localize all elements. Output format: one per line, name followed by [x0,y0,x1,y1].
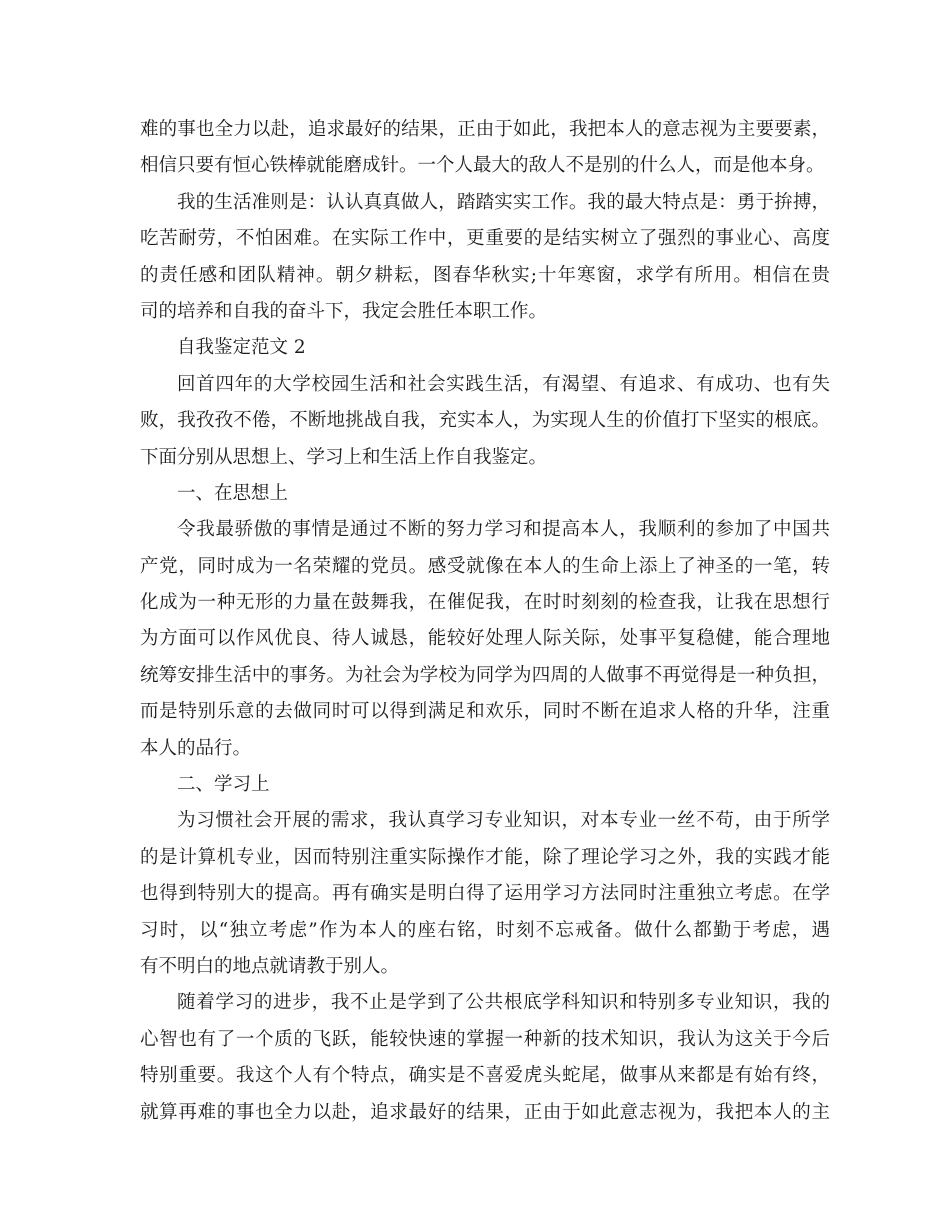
text-line: 下面分别从思想上、学习上和生活上作自我鉴定。 [140,446,548,468]
section-heading-thought: 一、在思想上 [177,482,289,504]
document-body [140,112,830,1131]
text-line: 为方面可以作风优良、待人诚恳，能较好处理人际关际，处事平复稳健，能合理地 [140,628,830,650]
text-line: 难的事也全力以赴，追求最好的结果，正由于如此，我把本人的意志视为主要要素， [140,119,830,140]
text-line: 而是特别乐意的去做同时可以得到满足和欢乐，同时不断在追求人格的升华，注重 [140,701,830,723]
text-line: 化成为一种无形的力量在鼓舞我，在催促我，在时时刻刻的检查我，让我在思想行 [140,592,830,614]
text-line: 习时，以“独立考虑”作为本人的座右铭，时刻不忘戒备。做什么都勤于考虑，遇 [140,919,830,941]
text-line: 败，我孜孜不倦，不断地挑战自我，充实本人，为实现人生的价值打下坚实的根底。 [140,410,830,432]
text-line: 相信只要有恒心铁棒就能磨成针。一个人最大的敌人不是别的什么人，而是他本身。 [140,155,825,177]
text-line: 特别重要。我这个人有个特点，确实是不喜爱虎头蛇尾，做事从来都是有始有终， [140,1065,830,1087]
text-line: 有不明白的地点就请教于别人。 [140,955,400,977]
text-line: 本人的品行。 [140,737,252,759]
text-line: 吃苦耐劳，不怕困难。在实际工作中，更重要的是结实树立了强烈的事业心、高度 [140,228,830,250]
paragraph-start-line: 随着学习的进步，我不止是学到了公共根底学科知识和特别多专业知识，我的 [177,992,830,1014]
text-line: 就算再难的事也全力以赴，追求最好的结果，正由于如此意志视为，我把本人的主 [140,1101,830,1123]
text-line: 也得到特别大的提高。再有确实是明白得了运用学习方法同时注重独立考虑。在学 [140,883,830,905]
text-line: 司的培养和自我的奋斗下，我定会胜任本职工作。 [140,300,548,322]
paragraph-start-line: 回首四年的大学校园生活和社会实践生活，有渴望、有追求、有成功、也有失 [177,373,830,395]
text-line: 心智也有了一个质的飞跃，能较快速的掌握一种新的技术知识，我认为这关于今后 [140,1028,830,1050]
text-line: 的是计算机专业，因而特别注重实际操作才能，除了理论学习之外，我的实践才能 [140,846,830,868]
text-line: 产党，同时成为一名荣耀的党员。感受就像在本人的生命上添上了神圣的一笔，转 [140,555,830,577]
text-line: 统筹安排生活中的事务。为社会为学校为同学为四周的人做事不再觉得是一种负担， [140,664,830,686]
section-title: 自我鉴定范文 2 [177,337,306,359]
text-line: 的责任感和团队精神。朝夕耕耘，图春华秋实;十年寒窗，求学有所用。相信在贵 [140,264,830,286]
section-heading-study: 二、学习上 [177,774,270,796]
paragraph-start-line: 令我最骄傲的事情是通过不断的努力学习和提高本人，我顺利的参加了中国共 [177,519,830,541]
paragraph-start-line: 我的生活准则是：认认真真做人，踏踏实实工作。我的最大特点是：勇于拚搏， [177,191,830,213]
paragraph-start-line: 为习惯社会开展的需求，我认真学习专业知识，对本专业一丝不苟，由于所学 [177,810,830,832]
